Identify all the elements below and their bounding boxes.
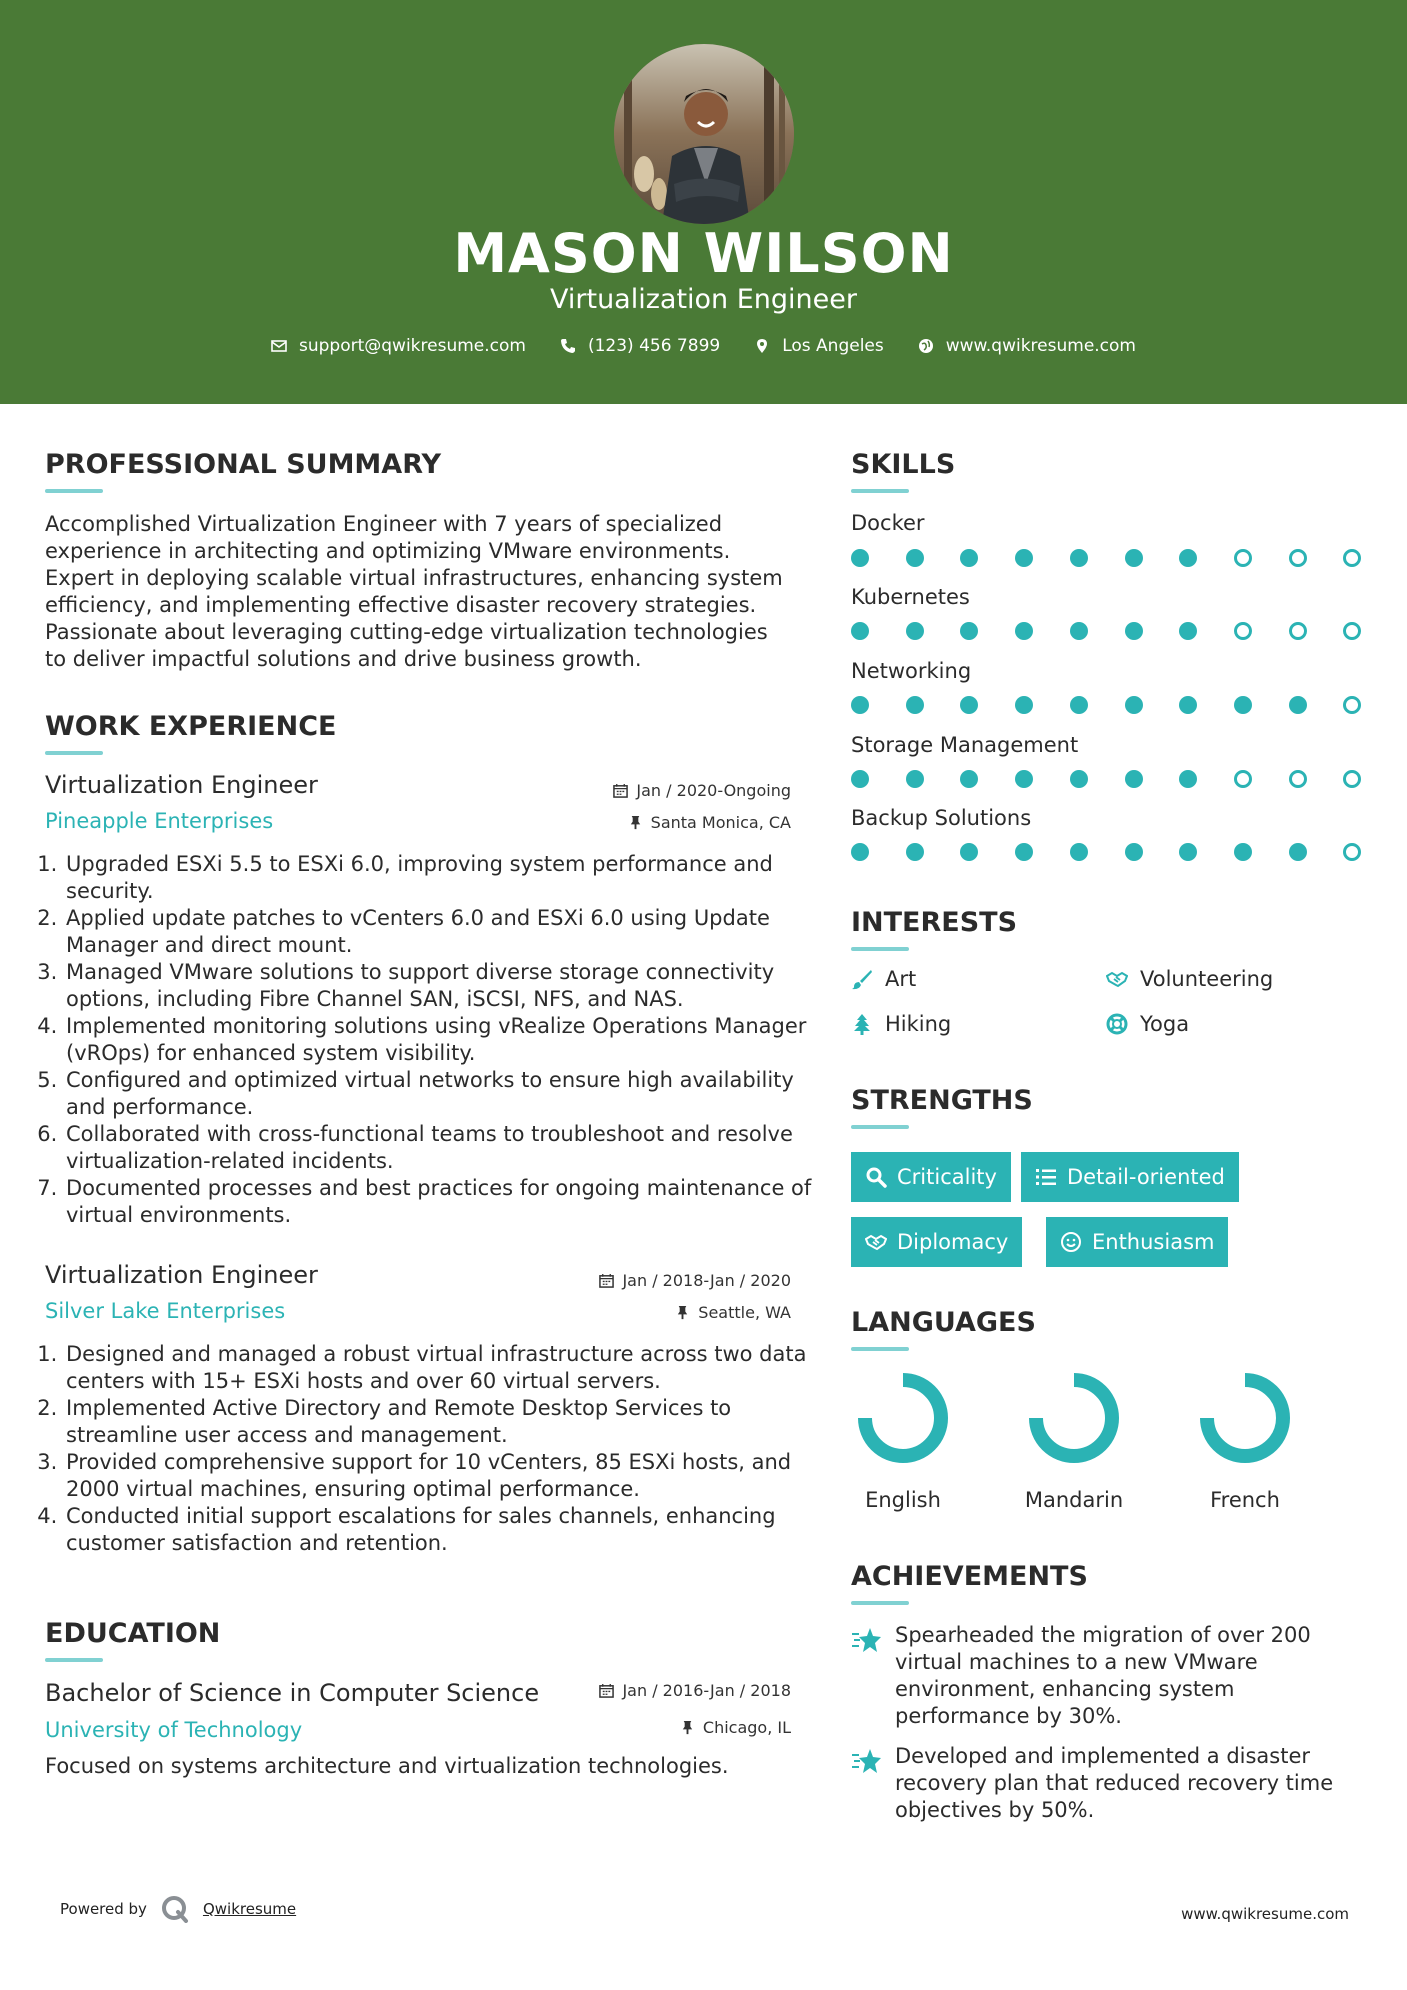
skill-dot-filled bbox=[851, 622, 869, 640]
interests-heading-underline bbox=[851, 947, 909, 951]
duty-item: 4. Implemented monitoring solutions using vRealize Operations Manager (vROps) for enhanced system visibility. bbox=[64, 1013, 834, 1067]
handshake-icon bbox=[1106, 968, 1128, 990]
duty-item: 7. Documented processes and best practices for ongoing maintenance of virtual environments. bbox=[64, 1175, 834, 1229]
contact-bar bbox=[0, 336, 1407, 356]
skill-rating bbox=[851, 549, 1361, 569]
experience-heading-underline bbox=[45, 751, 103, 755]
phone-icon bbox=[560, 338, 576, 354]
summary-line: Passionate about leveraging cutting-edge virtualization technologies bbox=[45, 620, 768, 644]
header-banner bbox=[0, 0, 1407, 404]
summary-line: Accomplished Virtualization Engineer with 7 years of specialized bbox=[45, 512, 723, 536]
skill-rating bbox=[851, 696, 1361, 716]
interest-label: Art bbox=[885, 967, 917, 991]
achievement-line: Developed and implemented a disaster bbox=[895, 1744, 1311, 1768]
skill-dot-empty bbox=[1343, 549, 1361, 567]
calendar-icon bbox=[599, 1683, 614, 1698]
skill-dot-filled bbox=[960, 622, 978, 640]
summary-line: to deliver impactful solutions and drive business growth. bbox=[45, 647, 642, 671]
skill-name: Backup Solutions bbox=[851, 806, 1032, 830]
strengths-heading: STRENGTHS bbox=[851, 1085, 1033, 1116]
achievement-item bbox=[851, 1743, 1333, 1824]
powered-by-label: Powered by bbox=[60, 1900, 147, 1918]
skill-dot-filled bbox=[1015, 843, 1033, 861]
job-location bbox=[675, 1303, 791, 1322]
skill-dot-filled bbox=[1070, 696, 1088, 714]
summary-text bbox=[45, 511, 815, 673]
summary-heading-underline bbox=[45, 489, 103, 493]
skill-dot-filled bbox=[1125, 549, 1143, 567]
brand-link[interactable]: Qwikresume bbox=[202, 1900, 297, 1918]
duty-item: 5. Configured and optimized virtual networks to ensure high availability and performance. bbox=[64, 1067, 834, 1121]
skill-dot-filled bbox=[851, 696, 869, 714]
summary-line: experience in architecting and optimizing VMware environments. bbox=[45, 539, 731, 563]
achievement-line: recovery plan that reduced recovery time bbox=[895, 1771, 1334, 1795]
skill-dot-filled bbox=[1234, 696, 1252, 714]
duty-item: 1. Upgraded ESXi 5.5 to ESXi 6.0, improving system performance and security. bbox=[64, 851, 834, 905]
achievement-line: performance by 30%. bbox=[895, 1704, 1122, 1728]
skill-dot-filled bbox=[1070, 549, 1088, 567]
skill-dot-filled bbox=[1234, 843, 1252, 861]
paintbrush-icon bbox=[851, 968, 873, 990]
skill-name: Networking bbox=[851, 659, 972, 683]
skill-dot-filled bbox=[1125, 770, 1143, 788]
skill-dot-empty bbox=[1289, 549, 1307, 567]
languages-heading: LANGUAGES bbox=[851, 1307, 1036, 1338]
skill-dot-filled bbox=[1125, 843, 1143, 861]
footer-powered-by bbox=[60, 1895, 296, 1923]
star-icon bbox=[851, 1747, 883, 1775]
language-item bbox=[838, 1370, 968, 1512]
strengths-heading-underline bbox=[851, 1125, 909, 1129]
skill-dot-filled bbox=[1179, 549, 1197, 567]
skill-dot-filled bbox=[960, 696, 978, 714]
achievement-line: Spearheaded the migration of over 200 bbox=[895, 1623, 1311, 1647]
job-title: Virtualization Engineer bbox=[45, 1261, 318, 1289]
pushpin-icon bbox=[675, 1305, 690, 1320]
search-icon bbox=[865, 1166, 887, 1188]
job-duties-list bbox=[40, 1341, 834, 1557]
skills-heading-underline bbox=[851, 489, 909, 493]
skill-dot-filled bbox=[851, 549, 869, 567]
smile-icon bbox=[1060, 1231, 1082, 1253]
skill-dot-empty bbox=[1289, 622, 1307, 640]
job-date bbox=[599, 1271, 791, 1290]
job-date-text: Jan / 2018-Jan / 2020 bbox=[622, 1271, 791, 1290]
interest-label: Hiking bbox=[885, 1012, 952, 1036]
skill-dot-empty bbox=[1234, 549, 1252, 567]
skill-dot-empty bbox=[1343, 843, 1361, 861]
education-date-text: Jan / 2016-Jan / 2018 bbox=[622, 1681, 791, 1700]
school-name: University of Technology bbox=[45, 1718, 303, 1742]
profile-photo-image bbox=[614, 44, 794, 224]
skill-rating bbox=[851, 843, 1361, 863]
job-location-text: Santa Monica, CA bbox=[650, 813, 791, 832]
skill-dot-filled bbox=[851, 843, 869, 861]
calendar-icon bbox=[599, 1273, 614, 1288]
duty-item: 2. Applied update patches to vCenters 6.0 and ESXi 6.0 using Update Manager and direct mount. bbox=[64, 905, 834, 959]
language-name: English bbox=[865, 1488, 941, 1512]
contact-location-text: Los Angeles bbox=[782, 336, 884, 356]
interest-item bbox=[851, 1012, 951, 1036]
skill-dot-empty bbox=[1343, 696, 1361, 714]
skill-dot-filled bbox=[960, 770, 978, 788]
tree-icon bbox=[851, 1013, 873, 1035]
achievement-line: objectives by 50%. bbox=[895, 1798, 1095, 1822]
handshake-icon bbox=[865, 1231, 887, 1253]
summary-line: Expert in deploying scalable virtual infrastructures, enhancing system bbox=[45, 566, 783, 590]
languages-heading-underline bbox=[851, 1347, 909, 1351]
skill-dot-filled bbox=[1179, 622, 1197, 640]
strength-chip bbox=[851, 1152, 1011, 1202]
skill-dot-filled bbox=[1179, 770, 1197, 788]
strength-chip bbox=[1021, 1152, 1239, 1202]
interest-item bbox=[851, 967, 916, 991]
job-date-text: Jan / 2020-Ongoing bbox=[636, 781, 791, 800]
strength-label: Detail-oriented bbox=[1067, 1165, 1225, 1189]
skill-dot-filled bbox=[1289, 843, 1307, 861]
achievement-text bbox=[895, 1622, 1311, 1730]
achievement-line: virtual machines to a new VMware bbox=[895, 1650, 1258, 1674]
duty-item: 3. Provided comprehensive support for 10 vCenters, 85 ESXi hosts, and 2000 virtual machines, ensuring optimal performance. bbox=[64, 1449, 834, 1503]
language-ring-arc bbox=[1207, 1380, 1283, 1456]
skill-rating bbox=[851, 622, 1361, 642]
language-item bbox=[1009, 1370, 1139, 1512]
skill-dot-filled bbox=[960, 843, 978, 861]
skill-dot-filled bbox=[1125, 696, 1143, 714]
map-marker-icon bbox=[754, 338, 770, 354]
skill-name: Kubernetes bbox=[851, 585, 970, 609]
skill-dot-filled bbox=[906, 622, 924, 640]
envelope-icon bbox=[271, 338, 287, 354]
candidate-title: Virtualization Engineer bbox=[550, 284, 857, 315]
contact-location bbox=[754, 336, 884, 356]
skill-dot-filled bbox=[1179, 843, 1197, 861]
achievement-line: environment, enhancing system bbox=[895, 1677, 1235, 1701]
education-note: Focused on systems architecture and virtualization technologies. bbox=[45, 1754, 729, 1778]
interest-item bbox=[1106, 1012, 1189, 1036]
qwikresume-logo-icon bbox=[161, 1895, 189, 1923]
language-ring bbox=[1197, 1370, 1293, 1466]
contact-email-text: support@qwikresume.com bbox=[299, 336, 526, 356]
lifering-icon bbox=[1106, 1013, 1128, 1035]
language-ring-arc bbox=[865, 1380, 941, 1456]
skill-dot-empty bbox=[1343, 622, 1361, 640]
calendar-icon bbox=[613, 783, 628, 798]
interests-heading: INTERESTS bbox=[851, 907, 1018, 938]
education-location-text: Chicago, IL bbox=[702, 1718, 791, 1737]
skill-rating bbox=[851, 770, 1361, 790]
education-heading: EDUCATION bbox=[45, 1618, 221, 1649]
skill-dot-filled bbox=[906, 843, 924, 861]
skill-dot-empty bbox=[1234, 770, 1252, 788]
contact-email[interactable] bbox=[271, 336, 526, 356]
job-title: Virtualization Engineer bbox=[45, 771, 318, 799]
skill-dot-filled bbox=[1015, 770, 1033, 788]
contact-phone-text: (123) 456 7899 bbox=[587, 336, 721, 356]
candidate-name: MASON WILSON bbox=[453, 222, 954, 285]
duty-item: 4. Conducted initial support escalations for sales channels, enhancing customer satisfaction and retention. bbox=[64, 1503, 834, 1557]
contact-phone[interactable] bbox=[560, 336, 720, 356]
skill-dot-filled bbox=[1015, 696, 1033, 714]
job-company: Silver Lake Enterprises bbox=[45, 1299, 286, 1323]
skills-heading: SKILLS bbox=[851, 449, 956, 480]
interest-label: Volunteering bbox=[1140, 967, 1274, 991]
skill-dot-filled bbox=[906, 549, 924, 567]
job-location bbox=[628, 813, 791, 832]
achievement-item bbox=[851, 1622, 1311, 1730]
skill-dot-filled bbox=[1015, 622, 1033, 640]
skill-name: Docker bbox=[851, 511, 925, 535]
language-name: Mandarin bbox=[1024, 1488, 1124, 1512]
experience-heading: WORK EXPERIENCE bbox=[45, 711, 337, 742]
skill-dot-filled bbox=[906, 770, 924, 788]
skill-name: Storage Management bbox=[851, 733, 1079, 757]
job-date bbox=[613, 781, 791, 800]
strength-label: Enthusiasm bbox=[1092, 1230, 1215, 1254]
language-ring bbox=[855, 1370, 951, 1466]
contact-website-text: www.qwikresume.com bbox=[945, 336, 1136, 356]
skill-dot-filled bbox=[851, 770, 869, 788]
duty-item: 2. Implemented Active Directory and Remote Desktop Services to streamline user access and management. bbox=[64, 1395, 834, 1449]
achievements-heading: ACHIEVEMENTS bbox=[851, 1561, 1088, 1592]
skill-dot-filled bbox=[1289, 696, 1307, 714]
skill-dot-filled bbox=[1179, 696, 1197, 714]
language-item bbox=[1180, 1370, 1310, 1512]
list-icon bbox=[1035, 1166, 1057, 1188]
strength-label: Diplomacy bbox=[897, 1230, 1009, 1254]
language-ring-arc bbox=[1036, 1380, 1112, 1456]
skill-dot-empty bbox=[1289, 770, 1307, 788]
skill-dot-filled bbox=[1070, 843, 1088, 861]
education-heading-underline bbox=[45, 1658, 103, 1662]
star-icon bbox=[851, 1626, 883, 1654]
duty-item: 6. Collaborated with cross-functional teams to troubleshoot and resolve virtualization-related incidents. bbox=[64, 1121, 834, 1175]
duty-item: 1. Designed and managed a robust virtual infrastructure across two data centers with 15+ ESXi hosts and over 60 virtual servers. bbox=[64, 1341, 834, 1395]
duty-item: 3. Managed VMware solutions to support diverse storage connectivity options, including Fibre Channel SAN, iSCSI, NFS, and NAS. bbox=[64, 959, 834, 1013]
language-ring bbox=[1026, 1370, 1122, 1466]
profile-photo bbox=[614, 44, 794, 224]
strength-chip bbox=[1046, 1217, 1228, 1267]
skill-dot-filled bbox=[1015, 549, 1033, 567]
education-location bbox=[680, 1718, 791, 1737]
job-location-text: Seattle, WA bbox=[698, 1303, 791, 1322]
skill-dot-filled bbox=[960, 549, 978, 567]
education-date bbox=[599, 1681, 791, 1700]
job-duties-list bbox=[40, 851, 834, 1229]
skill-dot-filled bbox=[906, 696, 924, 714]
achievements-heading-underline bbox=[851, 1601, 909, 1605]
interest-item bbox=[1106, 967, 1273, 991]
interest-label: Yoga bbox=[1140, 1012, 1190, 1036]
globe-icon bbox=[918, 338, 934, 354]
skill-dot-filled bbox=[1070, 622, 1088, 640]
language-name: French bbox=[1210, 1488, 1280, 1512]
job-company: Pineapple Enterprises bbox=[45, 809, 274, 833]
pushpin-icon bbox=[680, 1720, 695, 1735]
strength-label: Criticality bbox=[897, 1165, 997, 1189]
degree-title: Bachelor of Science in Computer Science bbox=[45, 1679, 540, 1707]
strength-chip bbox=[851, 1217, 1022, 1267]
skill-dot-empty bbox=[1234, 622, 1252, 640]
skill-dot-empty bbox=[1343, 770, 1361, 788]
skill-dot-filled bbox=[1125, 622, 1143, 640]
skill-dot-filled bbox=[1070, 770, 1088, 788]
achievement-text bbox=[895, 1743, 1333, 1824]
summary-line: efficiency, and implementing effective disaster recovery strategies. bbox=[45, 593, 757, 617]
pushpin-icon bbox=[628, 815, 643, 830]
summary-heading: PROFESSIONAL SUMMARY bbox=[45, 449, 442, 480]
contact-website[interactable] bbox=[918, 336, 1136, 356]
footer-url[interactable]: www.qwikresume.com bbox=[1181, 1905, 1349, 1923]
